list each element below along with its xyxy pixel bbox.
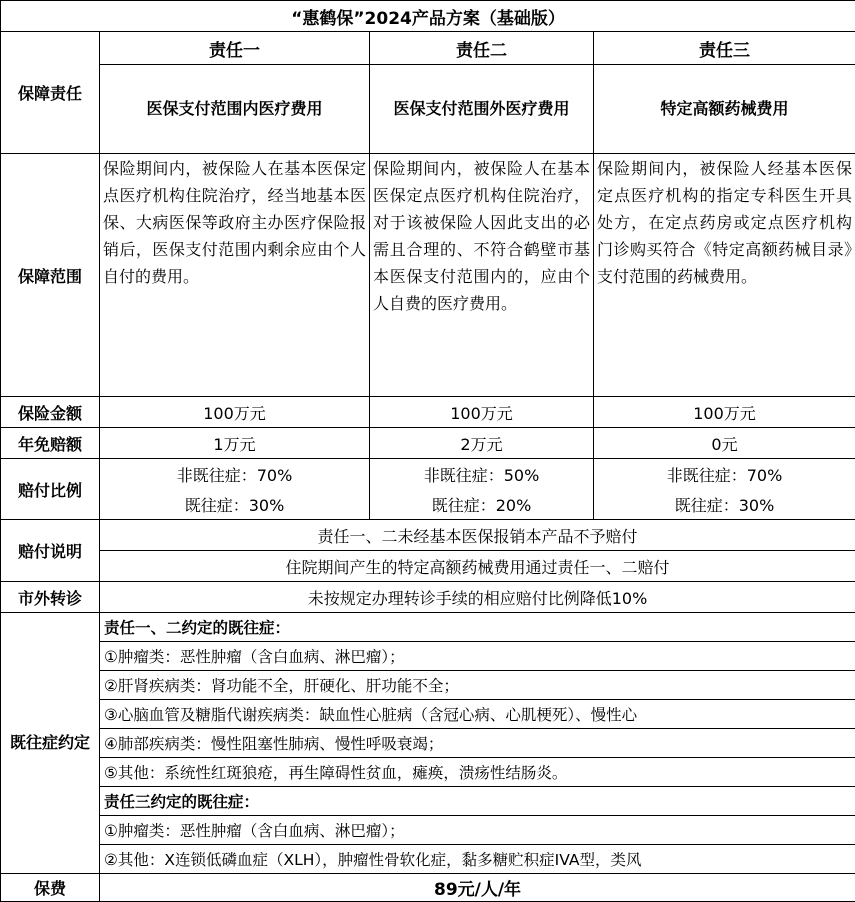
pre-existing-label: 既往症约定 xyxy=(1,613,100,874)
pre-existing-item: ④肺部疾病类：慢性阻塞性肺病、慢性呼吸衰竭； xyxy=(100,729,855,758)
notes-label: 赔付说明 xyxy=(1,520,100,582)
liability-3-ratio-pre: 既往症：30% xyxy=(594,489,855,520)
premium-label: 保费 xyxy=(1,874,100,902)
liability-2-scope: 保险期间内，被保险人在基本医保定点医疗机构住院治疗，对于该被保险人因此支出的必需且合理的、不符合鹤壁市基本医保支付范围内的，应由个人自费的医疗费用。 xyxy=(370,154,594,397)
pre-existing-item: ①肿瘤类：恶性肿瘤（含白血病、淋巴瘤）； xyxy=(100,642,855,671)
liability-3-scope: 保险期间内，被保险人经基本医保定点医疗机构的指定专科医生开具处方，在定点药房或定点医疗机构门诊购买符合《特定高额药械目录》支付范围的药械费用。 xyxy=(594,154,855,397)
liability-1-subtitle: 医保支付范围内医疗费用 xyxy=(100,65,370,154)
liability-3-header: 责任三 xyxy=(594,32,855,65)
pre-existing-item: ②肝肾疾病类：肾功能不全，肝硬化、肝功能不全； xyxy=(100,671,855,700)
sum-insured-label: 保险金额 xyxy=(1,397,100,428)
pre-existing-item: ⑤其他：系统性红斑狼疮，再生障碍性贫血，瘫痪，溃疡性结肠炎。 xyxy=(100,758,855,787)
liability-1-deductible: 1万元 xyxy=(100,428,370,459)
liability-2-subtitle: 医保支付范围外医疗费用 xyxy=(370,65,594,154)
liability-3-deductible: 0元 xyxy=(594,428,855,459)
coverage-label: 保障责任 xyxy=(1,32,100,154)
liability-3-ratio-non-pre: 非既往症：70% xyxy=(594,459,855,490)
pre-existing-heading-3: 责任三约定的既往症： xyxy=(100,787,855,816)
liability-1-ratio-non-pre: 非既往症：70% xyxy=(100,459,370,490)
note-2: 住院期间产生的特定高额药械费用通过责任一、二赔付 xyxy=(100,551,855,582)
liability-2-sum-insured: 100万元 xyxy=(370,397,594,428)
pre-existing-heading-1: 责任一、二约定的既往症： xyxy=(100,613,855,642)
liability-3-subtitle: 特定高额药械费用 xyxy=(594,65,855,154)
scope-label: 保障范围 xyxy=(1,154,100,397)
liability-2-ratio-non-pre: 非既往症：50% xyxy=(370,459,594,490)
liability-2-ratio-pre: 既往症：20% xyxy=(370,489,594,520)
pre-existing-item: ②其他：X连锁低磷血症（XLH），肿瘤性骨软化症，黏多糖贮积症IVA型，类风 xyxy=(100,845,855,874)
liability-1-scope: 保险期间内，被保险人在基本医保定点医疗机构住院治疗，经当地基本医保、大病医保等政府主办医疗保险报销后，医保支付范围内剩余应由个人自付的费用。 xyxy=(100,154,370,397)
liability-2-deductible: 2万元 xyxy=(370,428,594,459)
liability-1-ratio-pre: 既往症：30% xyxy=(100,489,370,520)
liability-1-sum-insured: 100万元 xyxy=(100,397,370,428)
note-1: 责任一、二未经基本医保报销本产品不予赔付 xyxy=(100,520,855,551)
liability-1-header: 责任一 xyxy=(100,32,370,65)
referral-label: 市外转诊 xyxy=(1,582,100,613)
ratio-label: 赔付比例 xyxy=(1,459,100,520)
pre-existing-item: ①肿瘤类：恶性肿瘤（含白血病、淋巴瘤）； xyxy=(100,816,855,845)
pre-existing-item: ③心脑血管及糖脂代谢疾病类：缺血性心脏病（含冠心病、心肌梗死）、慢性心 xyxy=(100,700,855,729)
deductible-label: 年免赔额 xyxy=(1,428,100,459)
premium-value: 89元/人/年 xyxy=(100,874,855,902)
plan-title: “惠鹤保”2024产品方案（基础版） xyxy=(1,1,855,32)
liability-2-header: 责任二 xyxy=(370,32,594,65)
referral-text: 未按规定办理转诊手续的相应赔付比例降低10% xyxy=(100,582,855,613)
liability-3-sum-insured: 100万元 xyxy=(594,397,855,428)
